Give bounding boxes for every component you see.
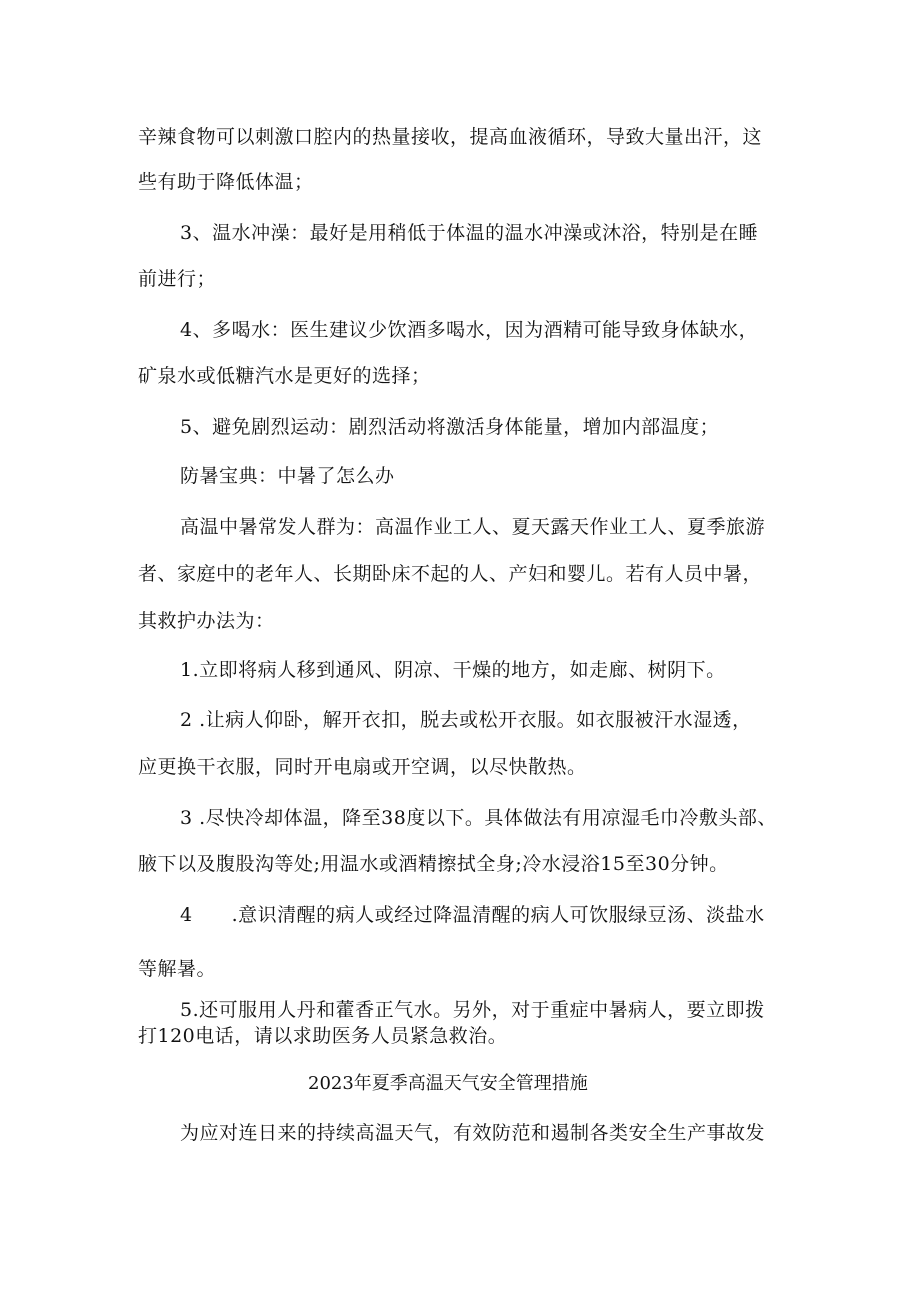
text-line: 5、避免剧烈运动：剧烈活动将激活身体能量，增加内部温度； (180, 416, 720, 438)
text-line: 为应对连日来的持续高温天气，有效防范和遏制各类安全生产事故发 (180, 1122, 766, 1144)
text-line: 应更换干衣服，同时开电扇或开空调，以尽快散热。 (138, 756, 587, 778)
text-line: 高温中暑常发人群为：高温作业工人、夏天露天作业工人、夏季旅游 (180, 516, 766, 538)
text-line: 其救护办法为： (138, 610, 275, 632)
text-line: 打120电话，请以求助医务人员紧急救治。 (138, 1025, 508, 1047)
text-line: 矿泉水或低糖汽水是更好的选择； (138, 365, 431, 387)
text-line: 者、家庭中的老年人、长期卧床不起的人、产妇和婴儿。若有人员中暑， (138, 563, 763, 585)
text-line: 2 .让病人仰卧，解开衣扣，脱去或松开衣服。如衣服被汗水湿透， (180, 709, 752, 731)
text-line: 3、温水冲澡：最好是用稍低于体温的温水冲澡或沐浴，特别是在睡 (180, 222, 759, 244)
text-line: 辛辣食物可以刺激口腔内的热量接收，提高血液循环，导致大量出汗，这 (138, 126, 763, 148)
document-title: 2023年夏季高温天气安全管理措施 (308, 1073, 588, 1094)
section-heading: 防暑宝典：中暑了怎么办 (180, 465, 395, 487)
text-line: 1.立即将病人移到通风、阴凉、干燥的地方，如走廊、树阴下。 (180, 659, 726, 681)
text-line: 5.还可服用人丹和藿香正气水。另外，对于重症中暑病人，要立即拨 (180, 999, 765, 1021)
text-line: 些有助于降低体温； (138, 171, 314, 193)
text-line: 等解暑。 (138, 958, 217, 980)
text-line: 4、多喝水：医生建议少饮酒多喝水，因为酒精可能导致身体缺水， (180, 319, 759, 341)
text-line: 4 .意识清醒的病人或经过降温清醒的病人可饮服绿豆汤、淡盐水 (180, 904, 765, 926)
text-line: 前进行； (138, 268, 217, 290)
text-line: 腋下以及腹股沟等处;用温水或酒精擦拭全身;冷水浸浴15至30分钟。 (138, 853, 729, 875)
text-line: 3 .尽快冷却体温，降至38度以下。具体做法有用凉湿毛巾冷敷头部、 (180, 807, 777, 829)
